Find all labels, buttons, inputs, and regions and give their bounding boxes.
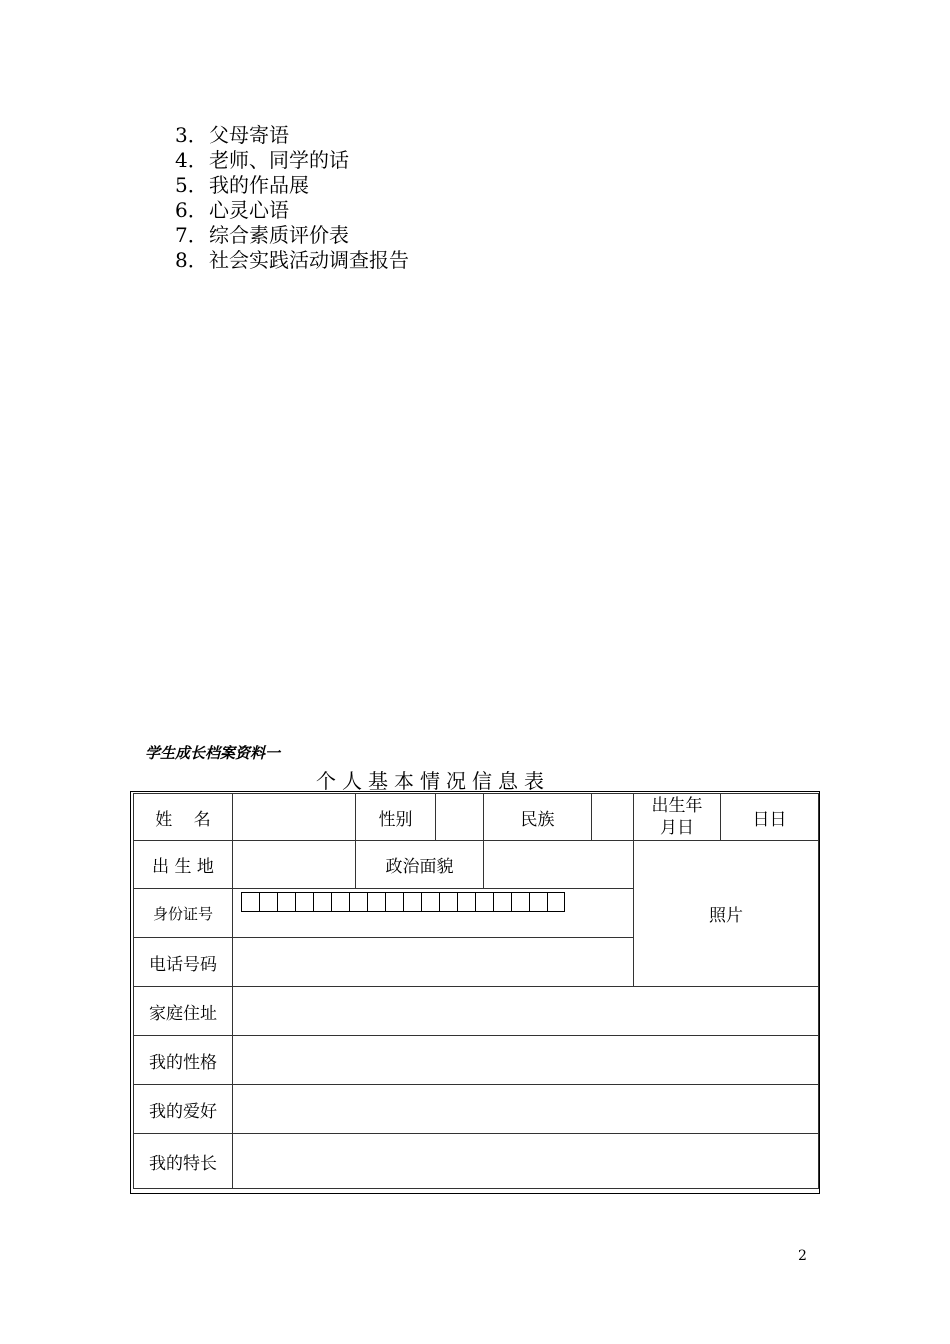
- id-digit-box[interactable]: [385, 892, 403, 912]
- toc-number: 4．: [175, 148, 208, 172]
- hobby-label: 我的爱好: [134, 1085, 233, 1134]
- section-label: 学生成长档案资料一: [145, 744, 281, 762]
- id-digit-box[interactable]: [421, 892, 439, 912]
- id-label: 身份证号: [134, 889, 233, 938]
- political-label: 政治面貌: [356, 841, 484, 889]
- id-digit-box[interactable]: [457, 892, 475, 912]
- talent-label: 我的特长: [134, 1134, 233, 1189]
- id-digit-box[interactable]: [313, 892, 331, 912]
- ethnicity-field[interactable]: [592, 794, 634, 841]
- address-field[interactable]: [233, 987, 819, 1036]
- toc-number: 8．: [175, 248, 208, 272]
- id-digit-box[interactable]: [403, 892, 421, 912]
- table-of-contents: [175, 123, 409, 273]
- toc-number: 3．: [175, 123, 208, 147]
- toc-item: [175, 148, 409, 173]
- form-title: 个人基本情况信息表: [316, 769, 550, 793]
- id-digit-box[interactable]: [259, 892, 277, 912]
- id-digit-box[interactable]: [511, 892, 529, 912]
- toc-item: [175, 123, 409, 148]
- table-row: [134, 1134, 819, 1189]
- table-row: [134, 987, 819, 1036]
- phone-field[interactable]: [233, 938, 634, 987]
- id-digit-box[interactable]: [475, 892, 493, 912]
- name-field[interactable]: [233, 794, 356, 841]
- birth-label-line2: 月日: [660, 818, 694, 838]
- address-label: 家庭住址: [134, 987, 233, 1036]
- id-digit-box[interactable]: [277, 892, 295, 912]
- id-field[interactable]: [233, 889, 634, 938]
- toc-text: 父母寄语: [209, 123, 289, 147]
- toc-item: [175, 173, 409, 198]
- id-digit-box[interactable]: [493, 892, 511, 912]
- phone-label: 电话号码: [134, 938, 233, 987]
- gender-field[interactable]: [436, 794, 484, 841]
- name-label: 姓 名: [134, 794, 233, 841]
- id-digit-boxes: [233, 892, 633, 914]
- ethnicity-label: 民族: [484, 794, 592, 841]
- toc-number: 6．: [175, 198, 208, 222]
- id-digit-box[interactable]: [349, 892, 367, 912]
- id-digit-box[interactable]: [295, 892, 313, 912]
- personality-label: 我的性格: [134, 1036, 233, 1085]
- photo-cell: 照片: [634, 841, 819, 987]
- birthplace-field[interactable]: [233, 841, 356, 889]
- birthplace-label: 出 生 地: [134, 841, 233, 889]
- toc-number: 7．: [175, 223, 208, 247]
- birth-label-line1: 出生年: [651, 796, 703, 816]
- birth-value[interactable]: 日日: [721, 794, 819, 841]
- id-digit-box[interactable]: [439, 892, 457, 912]
- id-digit-box[interactable]: [331, 892, 349, 912]
- birth-label: [634, 794, 721, 841]
- table-row: [134, 841, 819, 889]
- id-digit-box[interactable]: [367, 892, 385, 912]
- page-number: 2: [798, 1248, 807, 1264]
- info-table: [133, 793, 819, 1189]
- id-digit-box[interactable]: [241, 892, 259, 912]
- table-row: [134, 1036, 819, 1085]
- id-digit-box[interactable]: [529, 892, 547, 912]
- table-row: [134, 794, 819, 841]
- toc-item: [175, 248, 409, 273]
- toc-item: [175, 198, 409, 223]
- toc-item: [175, 223, 409, 248]
- personality-field[interactable]: [233, 1036, 819, 1085]
- toc-text: 老师、同学的话: [209, 148, 349, 172]
- toc-number: 5．: [175, 173, 208, 197]
- id-digit-box[interactable]: [547, 892, 565, 912]
- toc-text: 心灵心语: [209, 198, 289, 222]
- toc-text: 社会实践活动调查报告: [209, 248, 409, 272]
- gender-label: 性别: [356, 794, 436, 841]
- political-field[interactable]: [484, 841, 634, 889]
- talent-field[interactable]: [233, 1134, 819, 1189]
- toc-text: 综合素质评价表: [209, 223, 349, 247]
- toc-text: 我的作品展: [209, 173, 309, 197]
- table-row: [134, 1085, 819, 1134]
- hobby-field[interactable]: [233, 1085, 819, 1134]
